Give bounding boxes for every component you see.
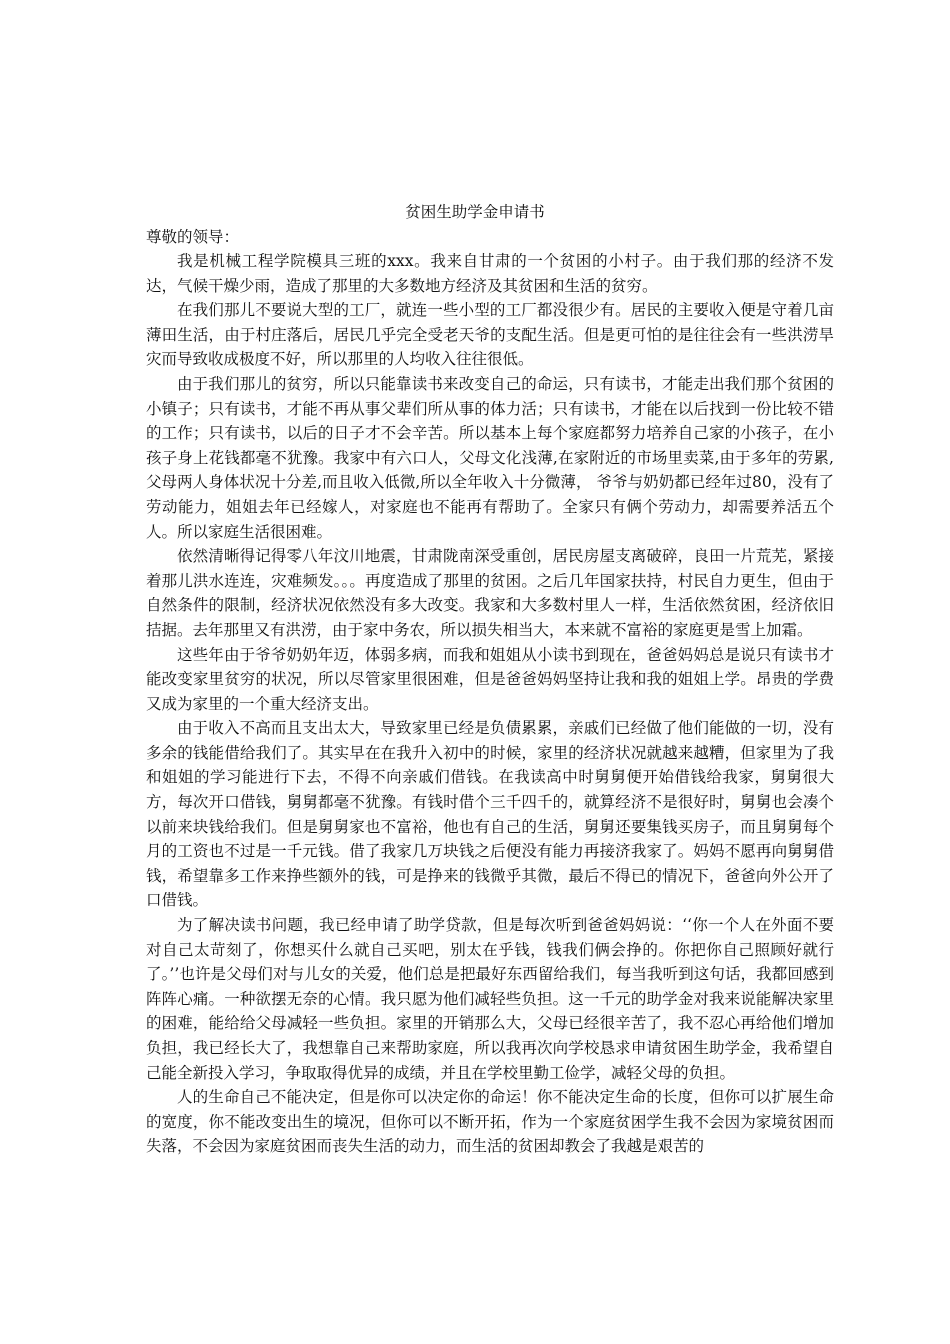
- paragraph: 由于我们那儿的贫穷，所以只能靠读书来改变自己的命运，只有读书，才能走出我们那个贫困的小镇子；只有读书，才能不再从事父辈们所从事的体力活；只有读书，才能在以后找到一份比较不错的工作；只有读书，以后的日子才不会辛苦。所以基本上每个家庭都努力培养自己家的小孩子，在小孩子身上花钱都毫不犹豫。我家中有六口人，父母文化浅薄,在家附近的市场里卖菜,由于多年的劳累,父母两人身体状况十分差,而且收入低微,所以全年收入十分微薄， 爷爷与奶奶都已经年过80，没有了劳动能力，姐姐去年已经嫁人，对家庭也不能再有帮助了。全家只有俩个劳动力，却需要养活五个人。所以家庭生活很困难。: [146, 374, 834, 541]
- paragraph: 人的生命自己不能决定，但是你可以决定你的命运！你不能决定生命的长度，但你可以扩展生命的宽度，你不能改变出生的境况，但你可以不断开拓，作为一个家庭贫困学生我不会因为家境贫困而失落，不会因为家庭贫困而丧失生活的动力，而生活的贫困却教会了我越是艰苦的: [146, 1088, 834, 1156]
- paragraph: 这些年由于爷爷奶奶年迈，体弱多病，而我和姐姐从小读书到现在，爸爸妈妈总是说只有读书才能改变家里贫穷的状况，所以尽管家里很困难，但是爸爸妈妈坚持让我和我的姐姐上学。昂贵的学费又成为家里的一个重大经济支出。: [146, 645, 834, 713]
- document-body: [146, 225, 834, 1159]
- paragraph: 由于收入不高而且支出太大，导致家里已经是负债累累，亲戚们已经做了他们能做的一切，没有多余的钱能借给我们了。其实早在在我升入初中的时候，家里的经济状况就越来越糟，但家里为了我和姐姐的学习能进行下去，不得不向亲戚们借钱。在我读高中时舅舅便开始借钱给我家，舅舅很大方，每次开口借钱，舅舅都毫不犹豫。有钱时借个三千四千的，就算经济不是很好时，舅舅也会凑个以前来块钱给我们。但是舅舅家也不富裕，他也有自己的生活，舅舅还要集钱买房子，而且舅舅每个月的工资也不过是一千元钱。借了我家几万块钱之后便没有能力再接济我家了。妈妈不愿再向舅舅借钱，希望靠多工作来挣些额外的钱，可是挣来的钱微乎其微，最后不得已的情况下，爸爸向外公开了口借钱。: [146, 719, 834, 910]
- paragraph: 依然清晰得记得零八年汶川地震，甘肃陇南深受重创，居民房屋支离破碎，良田一片荒芜，紧接着那儿洪水连连，灾难频发。。。再度造成了那里的贫困。之后几年国家扶持，村民自力更生，但由于自然条件的限制，经济状况依然没有多大改变。我家和大多数村里人一样，生活依然贫困，经济依旧拮据。去年那里又有洪涝，由于家中务农，所以损失相当大，本来就不富裕的家庭更是雪上加霜。: [146, 547, 834, 639]
- paragraph: 为了解决读书问题，我已经申请了助学贷款，但是每次听到爸爸妈妈说：‘‘你一个人在外面不要对自己太苛刻了，你想买什么就自己买吧，别太在乎钱，钱我们俩会挣的。你把你自己照顾好就行了。’’也许是父母们对与儿女的关爱，他们总是把最好东西留给我们，每当我听到这句话，我都回感到阵阵心痛。一种欲摆无奈的心情。我只愿为他们减轻些负担。这一千元的助学金对我来说能解决家里的困难，能给给父母减轻一些负担。家里的开销那么大，父母已经很辛苦了，我不忍心再给他们增加负担，我已经长大了，我想靠自己来帮助家庭，所以我再次向学校恳求申请贫困生助学金，我希望自己能全新投入学习，争取取得优异的成绩，并且在学校里勤工俭学，减轻父母的负担。: [146, 916, 834, 1082]
- paragraph: 在我们那儿不要说大型的工厂，就连一些小型的工厂都没很少有。居民的主要收入便是守着几亩薄田生活，由于村庄落后，居民几乎完全受老天爷的支配生活。但是更可怕的是往往会有一些洪涝旱灾而导致收成极度不好，所以那里的人均收入往往很低。: [146, 301, 834, 369]
- document-title: 贫困生助学金申请书: [405, 203, 545, 221]
- salutation: 尊敬的领导：: [146, 228, 240, 246]
- paragraph: 我是机械工程学院模具三班的xxx。我来自甘肃的一个贫困的小村子。由于我们那的经济不发达，气候干燥少雨，造成了那里的大多数地方经济及其贫困和生活的贫穷。: [146, 252, 834, 295]
